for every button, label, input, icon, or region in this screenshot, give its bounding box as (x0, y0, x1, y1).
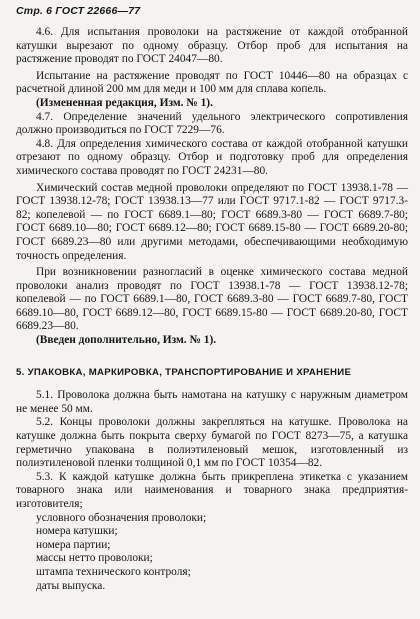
paragraph-4-7: 4.7. Определение значений удельного электрического сопротивления должно производиться по ГОСТ 7229—76. (16, 110, 408, 137)
paragraph-5-1: 5.1. Проволока должна быть намотана на катушку с наружным диаметром не менее 50 мм. (16, 389, 408, 415)
list-item: массы нетто проволоки; (36, 552, 153, 565)
paragraph-tensile-test: Испытание на растяжение проводят по ГОСТ 10446—80 на образцах с расчетной длиной 200 мм для меди и 100 мм для сплава копель. (16, 69, 408, 96)
paragraph-4-8: 4.8. Для определения химического состава от каждой отобранной катушки отрезают по одному образцу. Отбор и подготовку проб для определения химического состава проводят по ГОСТ 24231—80. (16, 137, 408, 177)
paragraph-5-2: 5.2. Концы проволоки должны закрепляться на катушке. Проволока на катушке должна быть покрыта сверху бумагой по ГОСТ 8273—75, а катушка герметично упакована в полиэтиленовый мешок, изготовленный из полиэтиленовой пленки толщиной 0,1 мм по ГОСТ 10354—82. (16, 416, 408, 470)
amendment-note-2: (Введен дополнительно, Изм. № 1). (36, 334, 217, 347)
section-title: 5. УПАКОВКА, МАРКИРОВКА, ТРАНСПОРТИРОВАНИЕ И ХРАНЕНИЕ (16, 366, 352, 378)
list-item: штампа технического контроля; (36, 565, 191, 578)
page-header: Стр. 6 ГОСТ 22666—77 (16, 5, 141, 17)
list-item: даты выпуска. (36, 579, 106, 592)
list-item: номера катушки; (36, 525, 118, 538)
paragraph-5-3: 5.3. К каждой катушке должна быть прикреплена этикетка с указанием товарного знака или наименования и товарного знака предприятия-изготовителя; (16, 470, 408, 510)
amendment-note-1: (Измененная редакция, Изм. № 1). (36, 96, 213, 109)
paragraph-chemical-composition: Химический состав медной проволоки определяют по ГОСТ 13938.1-78 — ГОСТ 13938.12-78; ГОСТ 13938.13—77 или ГОСТ 9717.1-82 — ГОСТ 9717.3-82; копелевой — по ГОСТ 6689.1—80; ГОСТ 6689.3-80 — ГОСТ 6689.7-80; ГОСТ 6689.10—80; ГОСТ 6689.12—80; ГОСТ 6689.15-80 — ГОСТ 6689.20-80; ГОСТ 6689.23—80 или другими методами, обеспечивающими необходимую точность определения. (16, 181, 408, 262)
list-item: условного обозначения проволоки; (36, 511, 207, 524)
list-item: номера партии; (36, 538, 111, 551)
paragraph-disputes: При возникновении разногласий в оценке химического состава медной проволоки анализ проводят по ГОСТ 13938.1-78 — ГОСТ 13938.12-78; копелевой — по ГОСТ 6689.1—80, ГОСТ 6689.3-80 — ГОСТ 6689.7-80, ГОСТ 6689.10—80, ГОСТ 6689.12—80, ГОСТ 6689.15-80 — ГОСТ 6689.20-80, ГОСТ 6689.23—80. (16, 266, 408, 333)
document-body (16, 26, 408, 593)
paragraph-4-6: 4.6. Для испытания проволоки на растяжение от каждой отобранной катушки вырезают по одному образцу. Отбор проб для испытания на растяжение проводят по ГОСТ 24047—80. (16, 26, 408, 66)
